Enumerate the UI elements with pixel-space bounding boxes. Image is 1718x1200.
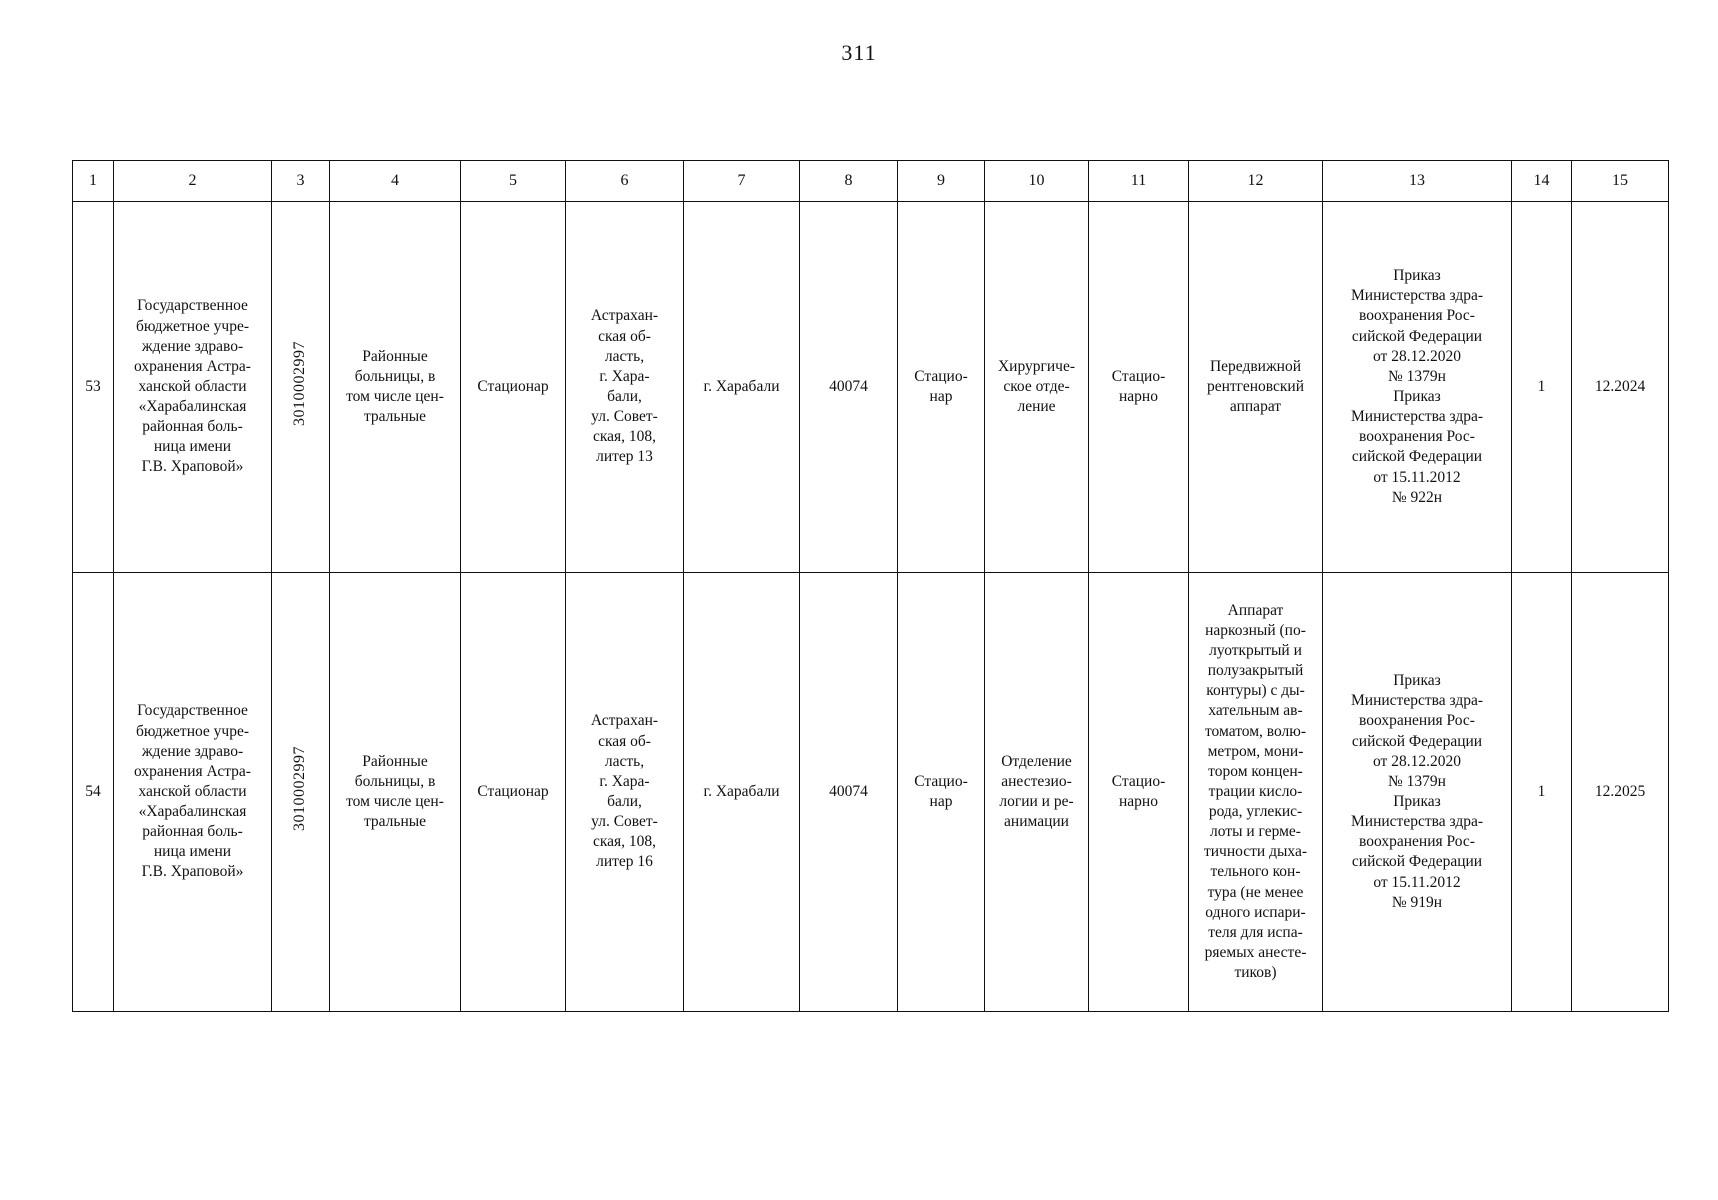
institution-code-cell [272,573,330,1012]
institution-code-cell [272,202,330,573]
column-number-row [73,161,1669,202]
institution-name: Государственное бюджетное учре- ждение здраво- охранения Астра- ханской области «Харабалинская районная боль- ница имени Г.В. Храповой» [114,202,272,573]
equipment: Аппарат наркозный (по- луоткрытый и полузакрытый контуры) с ды- хательным ав- томатом, волю- метром, мони- тором концен- трации кисло- рода, углекис- лоты и герме- тичности дыха- тельного кон- тура (не менее одного испари- теля для испа- ряемых анесте- тиков) [1189,573,1323,1012]
institution-code: 3010002997 [291,341,309,427]
column-header-13: 13 [1323,161,1512,202]
quantity: 1 [1512,202,1572,573]
column-header-8: 8 [800,161,898,202]
department: Хирургиче- ское отде- ление [985,202,1089,573]
page-number: 311 [841,40,877,65]
row-number: 54 [73,573,114,1012]
column-header-6: 6 [566,161,684,202]
postal-code: 40074 [800,573,898,1012]
care-mode: Стацио- нарно [1089,202,1189,573]
table-row [73,573,1669,1012]
column-header-15: 15 [1572,161,1669,202]
table-row [73,202,1669,573]
postal-code: 40074 [800,202,898,573]
column-header-5: 5 [461,161,566,202]
column-header-10: 10 [985,161,1089,202]
column-header-2: 2 [114,161,272,202]
care-condition: Стацио- нар [898,573,985,1012]
care-form: Стационар [461,573,566,1012]
column-header-9: 9 [898,161,985,202]
column-header-7: 7 [684,161,800,202]
column-header-12: 12 [1189,161,1323,202]
column-header-4: 4 [330,161,461,202]
address: Астрахан- ская об- ласть, г. Хара- бали, ул. Совет- ская, 108, литер 13 [566,202,684,573]
care-mode: Стацио- нарно [1089,573,1189,1012]
locality: г. Харабали [684,573,800,1012]
legal-basis: Приказ Министерства здра- воохранения Рос- сийской Федерации от 28.12.2020 № 1379н Приказ Министерства здра- воохранения Рос- сийской Федерации от 15.11.2012 № 919н [1323,573,1512,1012]
legal-basis: Приказ Министерства здра- воохранения Рос- сийской Федерации от 28.12.2020 № 1379н Приказ Министерства здра- воохранения Рос- сийской Федерации от 15.11.2012 № 922н [1323,202,1512,573]
care-condition: Стацио- нар [898,202,985,573]
care-form: Стационар [461,202,566,573]
column-header-3: 3 [272,161,330,202]
locality: г. Харабали [684,202,800,573]
facility-type: Районные больницы, в том числе цен- тральные [330,202,461,573]
due-date: 12.2025 [1572,573,1669,1012]
column-header-14: 14 [1512,161,1572,202]
row-number: 53 [73,202,114,573]
column-header-1: 1 [73,161,114,202]
institution-code: 3010002997 [291,746,309,832]
due-date: 12.2024 [1572,202,1669,573]
institution-name: Государственное бюджетное учре- ждение здраво- охранения Астра- ханской области «Харабалинская районная боль- ница имени Г.В. Храповой» [114,573,272,1012]
equipment: Передвижной рентгеновский аппарат [1189,202,1323,573]
facility-type: Районные больницы, в том числе цен- тральные [330,573,461,1012]
address: Астрахан- ская об- ласть, г. Хара- бали, ул. Совет- ская, 108, литер 16 [566,573,684,1012]
registry-table [72,160,1669,1012]
column-header-11: 11 [1089,161,1189,202]
department: Отделение анестезио- логии и ре- анимации [985,573,1089,1012]
quantity: 1 [1512,573,1572,1012]
